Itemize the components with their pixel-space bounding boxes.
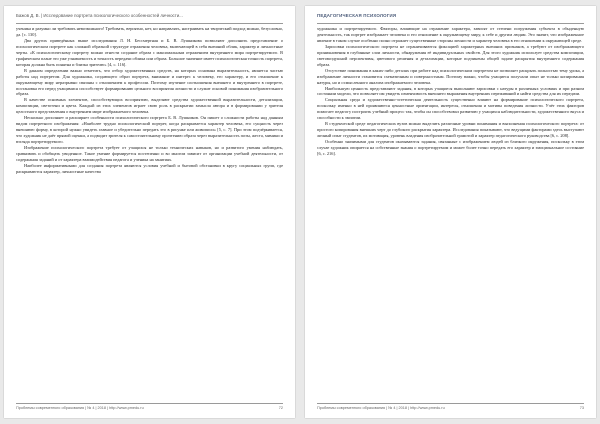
paragraph: Наиболее информативными для создания портрета являются условия учебной и бытовой обстановки в кругу социальных групп, где раскрываются характер, личностные качества [16, 162, 283, 174]
paragraph: Социальная среда и художественно-эстетическая деятельность существенно влияют на формирование психологического портрета, поскольку именно в ней проявляются ценностные ориентации, интересы, отношения и мотивы поведения личности. Учёт этих факторов помогает педагогу построить учебный процесс так, чтобы он способствовал развитию у учащихся наблюдательности, художественного вкуса и способности к эмпатии. [317, 97, 584, 121]
paragraph: Особенно значимыми для студентов оказываются задания, связанные с изображением людей из близкого окружения, поскольку в этом случае художник опирается на собственные знания о портретируемом и может более точно передать его характер и эмоциональное состояние [6, с. 216]. [317, 139, 584, 157]
paragraph: Изображение психологического портрета требует от учащихся не только технических навыков, но и развитого умения наблюдать, сравнивать и обобщать увиденное. Такое умение формируется постепенно и во многом зависит от организации учебной деятельности, от содержания заданий и от характера взаимодействия педагога и ученика на занятиях. [16, 145, 283, 162]
footer-journal-info: Проблемы современного образования | № 4 | 2018 | http://www.pmedu.ru [317, 406, 445, 410]
paragraph: Два других приведённых выше исследования Л. Н. Бессмертная и Б. В. Лушникова позволяют дополнить представление о психологическом портрете как сложной образной структуре отражения человека, включающей в себя внешний облик, характер и личностные черты. «К психологическому портрету можно отнести создание образа с максимальным отражением внутреннего мира портретируемого. В графическом плане это уже узнаваемость и точность передачи облика или образа. Большое значение имеет психологическая точность портрета, которая должна быть понятна и близка зрителю» [4, с. 116]. [16, 37, 283, 67]
page-number: 73 [579, 406, 584, 410]
right-page [305, 6, 596, 418]
body-text [16, 26, 283, 400]
body-text [317, 26, 584, 400]
page-footer [16, 403, 283, 412]
left-page [4, 6, 295, 418]
page-number: 72 [278, 406, 283, 410]
running-header: Бажов Д. В. | Исследование портрета психологического особенностей личности... [16, 13, 283, 24]
paragraph: Наибольшую ценность представляют задания, в которых учащиеся выполняют зарисовки с натуры в различных условиях и при разном состоянии модели, что позволяет им увидеть изменчивость внешнего выражения внутренних переживаний и найти средства для их передачи. [317, 85, 584, 97]
running-header [317, 13, 584, 24]
section-title: ПЕДАГОГИЧЕСКАЯ ПСИХОЛОГИЯ [317, 13, 397, 18]
paragraph: Отсутствие понимания в каких-либо деталях при работе над психологическим портретом не позволяет раскрыть полностью тему урока, а изображение личности становится схематичным и поверхностным. Поэтому важно, чтобы учащиеся получали опыт не только копирования натуры, но и осмысленного анализа изображаемого человека. [317, 67, 584, 85]
page-footer [317, 403, 584, 412]
paragraph: В качестве основных элементов, способствующих восприятию, выделяют средства художественной выразительности, детализации, композиции, светотени и цвета. Каждый из этих элементов играет свою роль в раскрытии замысла автора и в формировании у зрителя целостного представления о внутреннем мире изображаемого человека. [16, 97, 283, 115]
paragraph: В студенческой среде педагогических вузов можно выделить различные уровни понимания и выполнения психологического портрета: от простого копирования внешних черт до глубокого раскрытия характера. Исследования показывают, что ведущими факторами здесь выступают личный опыт студентов, их мотивация, уровень владения изобразительной грамотой и характер педагогического руководства [6, с. 208]. [317, 121, 584, 139]
footer-journal-info: Проблемы современного образования | № 4 | 2018 | http://www.pmedu.ru [16, 406, 144, 410]
paragraph: Несколько дополняет и расширяет особенности психологического портрета Б. В. Лушников. Он пишет о сложности работы над данным видом портретного изображения: «Наиболее трудно психологический портрет, когда раскрывается характер человека, его сущность через внешнюю форму, в которой нужно увидеть главное и убедительно передать это в рисунке или живописи» [5, с. 7]. При этом подчёркивается, что художник не даёт прямой оценки, а подводит зрителя к самостоятельному прочтению образа через выразительность позы, жеста, мимики и взгляда портретируемого. [16, 115, 283, 145]
paragraph: ученика и разумно ли требовать невозможного! Требовать, вероятно, нет, но направлять, настраивать на творческий подход можно, безусловно, да. [с. 130]. [16, 26, 283, 37]
paragraph: Зарисовки психологического портрета не ограничиваются фиксацией характерных внешних признаков, а требуют от изображающего проникновения в глубинные слои личности, обнаружения её индивидуальных свойств. Для этого художник использует средства композиции, световоздушной перспективы, цветового решения и детализации, которые подчинены общей задаче раскрытия внутреннего содержания образа. [317, 43, 584, 67]
paragraph: художника и портретируемого. Факторы, влияющие на отражение характера, зависят от степени погружения субъекта в обыденную деятельность, так портрет изображает человека и его отношение к окружающему миру, к себе и другим людям. Это значит, что изображенное явление в таком случае особенно полно отражает существенные стороны личности и характер человека в его отношении к окружающей среде. [317, 26, 584, 43]
paragraph: В данном определении важно отметить, что отбор художественных средств, на которых основана выразительность, является частью работы над портретом. Для художника, создающего образ портрета, внимание и интерес к человеку, его характеру, и его отношение к окружающему миру неразрывно связаны с отношением к профессии. Поэтому изучение соотношения внешнего и внутреннего в портрете, постановка его перед учащимися способствует формированию цельного восприятия личности и служит основой понимания изобразительного образа. [16, 67, 283, 97]
